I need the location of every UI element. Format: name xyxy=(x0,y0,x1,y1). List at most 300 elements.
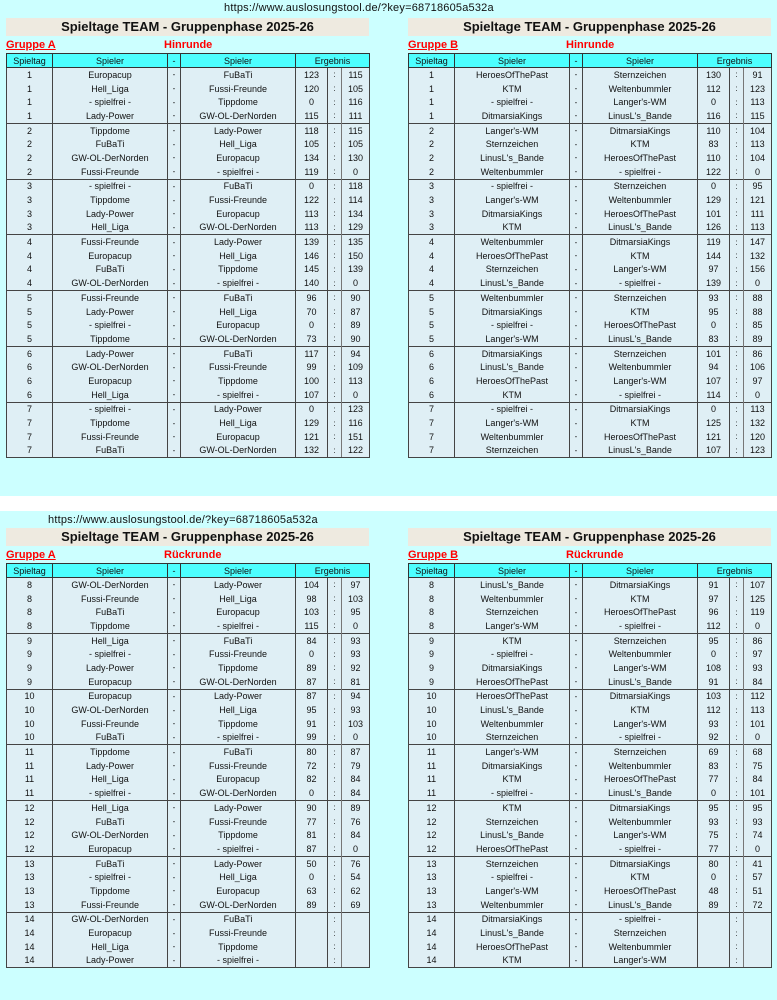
match-row xyxy=(7,605,370,619)
separator-cell: - xyxy=(570,884,583,898)
separator-cell: - xyxy=(570,592,583,606)
match-row xyxy=(7,578,370,592)
matchday-cell: 14 xyxy=(7,926,53,940)
score-colon-cell: : xyxy=(328,207,342,221)
group-label: Gruppe A xyxy=(6,549,56,561)
away-score-cell: 113 xyxy=(744,402,772,416)
score-colon-cell: : xyxy=(730,263,744,277)
home-team-cell: Weltenbummler xyxy=(455,717,570,731)
score-colon-cell: : xyxy=(730,842,744,856)
score-colon-cell: : xyxy=(730,605,744,619)
separator-cell: - xyxy=(570,842,583,856)
away-score-cell: 0 xyxy=(744,388,772,402)
home-team-cell: KTM xyxy=(455,388,570,402)
score-colon-cell: : xyxy=(328,305,342,319)
separator-cell: - xyxy=(168,661,181,675)
match-row xyxy=(409,731,772,745)
away-team-cell: HeroesOfThePast xyxy=(583,605,698,619)
score-colon-cell: : xyxy=(730,661,744,675)
away-score-cell: 115 xyxy=(342,68,370,82)
score-colon-cell: : xyxy=(328,346,342,360)
matchday-cell: 10 xyxy=(7,703,53,717)
away-score-cell: 101 xyxy=(744,786,772,800)
separator-cell: - xyxy=(570,605,583,619)
home-team-cell: Europacup xyxy=(53,675,168,689)
home-score-cell: 50 xyxy=(296,856,328,870)
separator-cell: - xyxy=(570,193,583,207)
separator-cell: - xyxy=(570,165,583,179)
home-score-cell: 110 xyxy=(698,123,730,137)
match-row xyxy=(409,870,772,884)
match-row xyxy=(409,193,772,207)
home-score-cell: 0 xyxy=(698,647,730,661)
separator-cell: - xyxy=(570,940,583,954)
separator-cell: - xyxy=(570,815,583,829)
matchday-cell: 1 xyxy=(7,95,53,109)
away-score-cell: 86 xyxy=(744,633,772,647)
score-colon-cell: : xyxy=(730,402,744,416)
score-colon-cell: : xyxy=(730,675,744,689)
away-score-cell: 122 xyxy=(342,444,370,458)
home-team-cell: FuBaTi xyxy=(53,856,168,870)
separator-cell: - xyxy=(168,276,181,290)
away-score-cell: 139 xyxy=(342,263,370,277)
away-team-cell: - spielfrei - xyxy=(181,276,296,290)
separator-cell: - xyxy=(570,123,583,137)
home-score-cell: 117 xyxy=(296,346,328,360)
separator-cell: - xyxy=(168,605,181,619)
separator-cell: - xyxy=(168,221,181,235)
home-team-cell: DitmarsiaKings xyxy=(455,661,570,675)
home-score-cell: 83 xyxy=(698,332,730,346)
score-colon-cell: : xyxy=(730,291,744,305)
matchday-cell: 6 xyxy=(7,374,53,388)
separator-cell: - xyxy=(168,305,181,319)
matchday-cell: 5 xyxy=(409,318,455,332)
away-team-cell: GW-OL-DerNorden xyxy=(181,898,296,912)
home-team-cell: LinusL's_Bande xyxy=(455,151,570,165)
home-team-cell: - spielfrei - xyxy=(455,870,570,884)
home-score-cell: 103 xyxy=(296,605,328,619)
away-score-cell: 90 xyxy=(342,291,370,305)
away-score-cell: 51 xyxy=(744,884,772,898)
home-score-cell: 69 xyxy=(698,745,730,759)
sheet-title: Spieltage TEAM - Gruppenphase 2025-26 xyxy=(6,18,369,36)
away-score-cell: 81 xyxy=(342,675,370,689)
away-team-cell: - spielfrei - xyxy=(181,619,296,633)
matchday-cell: 13 xyxy=(409,898,455,912)
score-colon-cell: : xyxy=(730,374,744,388)
separator-cell: - xyxy=(570,95,583,109)
away-score-cell: 95 xyxy=(744,801,772,815)
away-team-cell: Lady-Power xyxy=(181,235,296,249)
match-row xyxy=(409,95,772,109)
away-score-cell: 103 xyxy=(342,592,370,606)
matchday-cell: 2 xyxy=(409,151,455,165)
home-score-cell: 77 xyxy=(296,815,328,829)
home-team-cell: DitmarsiaKings xyxy=(455,207,570,221)
score-colon-cell: : xyxy=(328,745,342,759)
match-row xyxy=(7,675,370,689)
match-row xyxy=(409,940,772,954)
score-colon-cell: : xyxy=(328,898,342,912)
score-colon-cell: : xyxy=(730,305,744,319)
matchday-cell: 10 xyxy=(7,731,53,745)
home-score-cell: 87 xyxy=(296,675,328,689)
home-team-cell: - spielfrei - xyxy=(53,95,168,109)
separator-cell: - xyxy=(570,912,583,926)
header-spieler-home: Spieler xyxy=(455,54,570,68)
score-colon-cell: : xyxy=(730,759,744,773)
score-colon-cell: : xyxy=(328,856,342,870)
separator-cell: - xyxy=(168,109,181,123)
away-team-cell: Tippdome xyxy=(181,263,296,277)
away-team-cell: FuBaTi xyxy=(181,633,296,647)
away-score-cell: 0 xyxy=(744,731,772,745)
score-colon-cell: : xyxy=(730,689,744,703)
matchday-cell: 6 xyxy=(7,346,53,360)
away-score-cell: 116 xyxy=(342,95,370,109)
away-team-cell: Sternzeichen xyxy=(583,926,698,940)
home-score-cell: 0 xyxy=(698,870,730,884)
score-colon-cell: : xyxy=(328,68,342,82)
away-score-cell: 107 xyxy=(744,578,772,592)
matchday-cell: 13 xyxy=(409,870,455,884)
away-score-cell: 68 xyxy=(744,745,772,759)
home-score-cell: 101 xyxy=(698,207,730,221)
matchday-cell: 3 xyxy=(7,193,53,207)
home-score-cell xyxy=(698,912,730,926)
away-team-cell: - spielfrei - xyxy=(583,165,698,179)
home-team-cell: Lady-Power xyxy=(53,661,168,675)
matchday-cell: 6 xyxy=(409,360,455,374)
home-score-cell: 95 xyxy=(698,305,730,319)
match-row xyxy=(409,661,772,675)
home-score-cell: 83 xyxy=(698,759,730,773)
away-score-cell: 105 xyxy=(342,82,370,96)
separator-cell: - xyxy=(168,898,181,912)
matchday-cell: 8 xyxy=(409,592,455,606)
home-score-cell xyxy=(296,940,328,954)
matchday-cell: 12 xyxy=(7,842,53,856)
home-team-cell: - spielfrei - xyxy=(53,870,168,884)
home-score-cell: 93 xyxy=(698,291,730,305)
separator-cell: - xyxy=(570,759,583,773)
away-score-cell: 84 xyxy=(342,828,370,842)
separator-cell: - xyxy=(168,828,181,842)
separator-cell: - xyxy=(168,249,181,263)
away-team-cell: Fussi-Freunde xyxy=(181,193,296,207)
score-colon-cell: : xyxy=(328,884,342,898)
separator-cell: - xyxy=(570,374,583,388)
separator-cell: - xyxy=(168,444,181,458)
home-score-cell: 89 xyxy=(698,898,730,912)
home-team-cell: Lady-Power xyxy=(53,207,168,221)
separator-cell: - xyxy=(570,291,583,305)
matchday-cell: 1 xyxy=(7,68,53,82)
separator-cell: - xyxy=(570,151,583,165)
away-team-cell: LinusL's_Bande xyxy=(583,109,698,123)
separator-cell: - xyxy=(168,318,181,332)
home-team-cell: HeroesOfThePast xyxy=(455,68,570,82)
home-score-cell: 112 xyxy=(698,82,730,96)
home-score-cell: 0 xyxy=(698,179,730,193)
home-score-cell: 107 xyxy=(296,388,328,402)
home-score-cell: 120 xyxy=(296,82,328,96)
matchday-cell: 6 xyxy=(409,388,455,402)
score-colon-cell: : xyxy=(730,731,744,745)
separator-cell: - xyxy=(570,954,583,968)
separator-cell: - xyxy=(570,856,583,870)
away-score-cell: 0 xyxy=(342,276,370,290)
home-team-cell: Tippdome xyxy=(53,123,168,137)
match-row xyxy=(7,332,370,346)
away-team-cell: Langer's-WM xyxy=(583,95,698,109)
match-row xyxy=(409,318,772,332)
match-row xyxy=(409,68,772,82)
home-team-cell: Lady-Power xyxy=(53,954,168,968)
schedule-table xyxy=(408,563,772,968)
home-score-cell: 129 xyxy=(296,416,328,430)
score-colon-cell: : xyxy=(328,109,342,123)
matchday-cell: 13 xyxy=(409,856,455,870)
score-colon-cell: : xyxy=(730,235,744,249)
home-score-cell: 91 xyxy=(296,717,328,731)
home-team-cell: DitmarsiaKings xyxy=(455,912,570,926)
away-score-cell xyxy=(744,940,772,954)
away-score-cell: 90 xyxy=(342,332,370,346)
header-spieler-home: Spieler xyxy=(53,54,168,68)
home-score-cell: 0 xyxy=(296,402,328,416)
away-team-cell: Langer's-WM xyxy=(583,263,698,277)
away-score-cell: 129 xyxy=(342,221,370,235)
away-team-cell: HeroesOfThePast xyxy=(583,151,698,165)
away-score-cell: 0 xyxy=(744,619,772,633)
separator-cell: - xyxy=(570,221,583,235)
match-row xyxy=(409,759,772,773)
away-team-cell: DitmarsiaKings xyxy=(583,578,698,592)
home-team-cell: FuBaTi xyxy=(53,815,168,829)
round-label: Rückrunde xyxy=(164,549,222,561)
match-row xyxy=(409,151,772,165)
home-score-cell: 95 xyxy=(296,703,328,717)
home-team-cell: FuBaTi xyxy=(53,263,168,277)
home-team-cell: Europacup xyxy=(53,68,168,82)
home-score-cell: 72 xyxy=(296,759,328,773)
match-row xyxy=(7,193,370,207)
matchday-cell: 11 xyxy=(7,759,53,773)
home-team-cell: Europacup xyxy=(53,374,168,388)
away-team-cell: Fussi-Freunde xyxy=(181,815,296,829)
away-team-cell: DitmarsiaKings xyxy=(583,856,698,870)
away-score-cell: 115 xyxy=(342,123,370,137)
home-team-cell: Hell_Liga xyxy=(53,801,168,815)
away-team-cell: HeroesOfThePast xyxy=(583,318,698,332)
away-team-cell: - spielfrei - xyxy=(583,842,698,856)
matchday-cell: 7 xyxy=(7,444,53,458)
away-team-cell: Tippdome xyxy=(181,95,296,109)
away-score-cell: 97 xyxy=(744,374,772,388)
away-team-cell: LinusL's_Bande xyxy=(583,221,698,235)
match-row xyxy=(7,898,370,912)
match-row xyxy=(409,647,772,661)
match-row xyxy=(409,82,772,96)
away-team-cell: Lady-Power xyxy=(181,801,296,815)
separator-cell: - xyxy=(168,745,181,759)
match-row xyxy=(7,179,370,193)
round-label: Hinrunde xyxy=(164,39,213,51)
score-colon-cell: : xyxy=(328,444,342,458)
matchday-cell: 8 xyxy=(7,578,53,592)
home-team-cell: KTM xyxy=(455,954,570,968)
home-team-cell: Langer's-WM xyxy=(455,416,570,430)
home-team-cell: Lady-Power xyxy=(53,109,168,123)
separator-cell: - xyxy=(168,717,181,731)
home-score-cell: 100 xyxy=(296,374,328,388)
matchday-cell: 10 xyxy=(409,717,455,731)
away-team-cell: Europacup xyxy=(181,605,296,619)
score-colon-cell: : xyxy=(730,193,744,207)
match-row xyxy=(409,137,772,151)
home-team-cell: Weltenbummler xyxy=(455,235,570,249)
away-score-cell: 123 xyxy=(744,444,772,458)
score-colon-cell: : xyxy=(328,179,342,193)
matchday-cell: 2 xyxy=(7,137,53,151)
matchday-cell: 12 xyxy=(409,842,455,856)
score-colon-cell: : xyxy=(730,856,744,870)
header-spieler-away: Spieler xyxy=(181,564,296,578)
matchday-cell: 14 xyxy=(409,954,455,968)
home-score-cell: 122 xyxy=(296,193,328,207)
score-colon-cell: : xyxy=(328,123,342,137)
match-row xyxy=(7,689,370,703)
home-score-cell: 103 xyxy=(698,689,730,703)
home-score-cell: 126 xyxy=(698,221,730,235)
match-row xyxy=(7,926,370,940)
away-score-cell: 111 xyxy=(342,109,370,123)
score-colon-cell: : xyxy=(328,137,342,151)
match-row xyxy=(7,828,370,842)
separator-cell: - xyxy=(570,207,583,221)
match-row xyxy=(409,109,772,123)
separator-cell: - xyxy=(168,815,181,829)
score-colon-cell: : xyxy=(328,633,342,647)
home-team-cell: HeroesOfThePast xyxy=(455,675,570,689)
home-team-cell: Tippdome xyxy=(53,332,168,346)
matchday-cell: 9 xyxy=(7,675,53,689)
home-team-cell: Weltenbummler xyxy=(455,430,570,444)
matchday-cell: 13 xyxy=(7,884,53,898)
home-team-cell: Lady-Power xyxy=(53,305,168,319)
matchday-cell: 9 xyxy=(409,647,455,661)
matchday-cell: 3 xyxy=(7,221,53,235)
matchday-cell: 1 xyxy=(7,82,53,96)
home-score-cell: 87 xyxy=(296,689,328,703)
separator-cell: - xyxy=(168,731,181,745)
away-score-cell: 84 xyxy=(342,786,370,800)
match-row xyxy=(7,856,370,870)
matchday-cell: 5 xyxy=(409,305,455,319)
home-score-cell: 118 xyxy=(296,123,328,137)
home-team-cell: GW-OL-DerNorden xyxy=(53,912,168,926)
away-team-cell: Weltenbummler xyxy=(583,193,698,207)
matchday-cell: 10 xyxy=(7,717,53,731)
away-team-cell: GW-OL-DerNorden xyxy=(181,109,296,123)
match-row xyxy=(7,884,370,898)
home-team-cell: Hell_Liga xyxy=(53,940,168,954)
score-colon-cell: : xyxy=(328,578,342,592)
away-score-cell: 134 xyxy=(342,207,370,221)
match-row xyxy=(409,207,772,221)
away-team-cell: Sternzeichen xyxy=(583,291,698,305)
away-score-cell: 0 xyxy=(744,276,772,290)
score-colon-cell: : xyxy=(730,926,744,940)
home-team-cell: KTM xyxy=(455,633,570,647)
away-team-cell: - spielfrei - xyxy=(181,388,296,402)
round-label: Hinrunde xyxy=(566,39,615,51)
matchday-cell: 11 xyxy=(409,759,455,773)
matchday-cell: 3 xyxy=(7,207,53,221)
match-row xyxy=(409,388,772,402)
home-score-cell: 121 xyxy=(698,430,730,444)
home-score-cell: 116 xyxy=(698,109,730,123)
away-score-cell: 62 xyxy=(342,884,370,898)
away-score-cell: 0 xyxy=(342,388,370,402)
matchday-cell: 9 xyxy=(7,633,53,647)
score-colon-cell: : xyxy=(730,828,744,842)
home-team-cell: FuBaTi xyxy=(53,444,168,458)
score-colon-cell: : xyxy=(328,235,342,249)
header-spieltag: Spieltag xyxy=(409,564,455,578)
match-row xyxy=(409,346,772,360)
match-row xyxy=(7,717,370,731)
home-score-cell: 92 xyxy=(698,731,730,745)
separator-cell: - xyxy=(168,703,181,717)
home-score-cell: 83 xyxy=(698,137,730,151)
separator-cell: - xyxy=(570,578,583,592)
home-team-cell: Hell_Liga xyxy=(53,388,168,402)
score-colon-cell: : xyxy=(730,619,744,633)
away-team-cell: DitmarsiaKings xyxy=(583,801,698,815)
home-score-cell xyxy=(296,912,328,926)
match-row xyxy=(409,703,772,717)
home-team-cell: GW-OL-DerNorden xyxy=(53,828,168,842)
separator-cell: - xyxy=(168,207,181,221)
away-score-cell: 103 xyxy=(342,717,370,731)
score-colon-cell: : xyxy=(328,416,342,430)
away-team-cell: - spielfrei - xyxy=(181,165,296,179)
match-row xyxy=(7,82,370,96)
match-row xyxy=(7,731,370,745)
header-spieltag: Spieltag xyxy=(7,564,53,578)
home-team-cell: Sternzeichen xyxy=(455,263,570,277)
home-score-cell: 0 xyxy=(296,179,328,193)
score-colon-cell: : xyxy=(328,388,342,402)
away-score-cell: 120 xyxy=(744,430,772,444)
home-score-cell: 132 xyxy=(296,444,328,458)
header-spieler-away: Spieler xyxy=(583,564,698,578)
score-colon-cell: : xyxy=(328,689,342,703)
matchday-cell: 4 xyxy=(7,263,53,277)
away-score-cell: 112 xyxy=(744,689,772,703)
away-team-cell: Europacup xyxy=(181,207,296,221)
score-colon-cell: : xyxy=(328,263,342,277)
home-score-cell: 114 xyxy=(698,388,730,402)
away-score-cell: 93 xyxy=(342,703,370,717)
home-team-cell: Fussi-Freunde xyxy=(53,165,168,179)
away-team-cell: Tippdome xyxy=(181,828,296,842)
away-team-cell: Langer's-WM xyxy=(583,717,698,731)
